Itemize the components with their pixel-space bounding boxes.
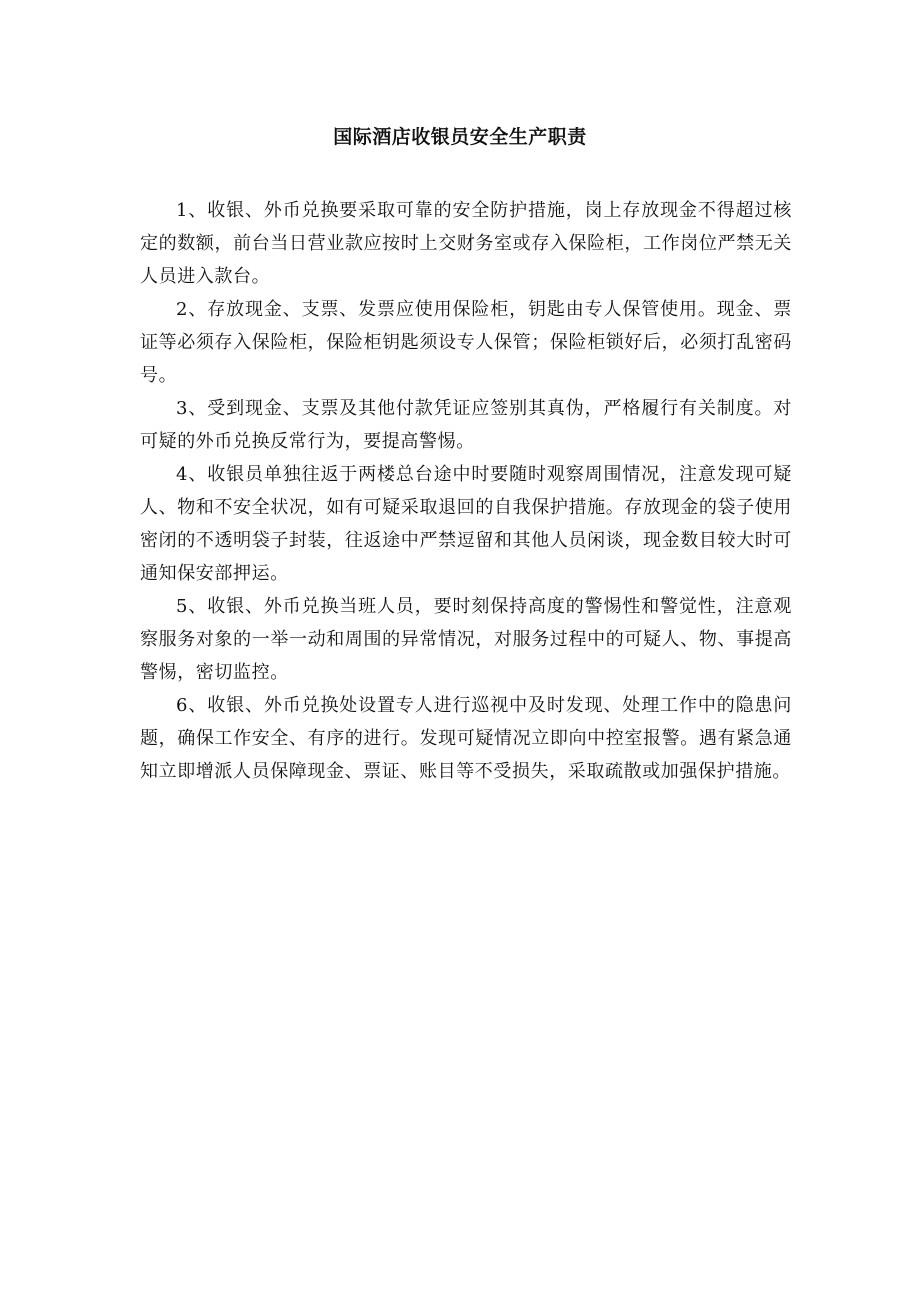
document-body bbox=[140, 194, 792, 788]
paragraph-4: 4、收银员单独往返于两楼总台途中时要随时观察周围情况，注意发现可疑人、物和不安全状况，如有可疑采取退回的自我保护措施。存放现金的袋子使用密闭的不透明袋子封装，往返途中严禁逗留和其他人员闲谈，现金数目较大时可通知保安部押运。 bbox=[140, 464, 792, 584]
document-title: 国际酒店收银员安全生产职责 bbox=[333, 126, 587, 148]
paragraph-1: 1、收银、外币兑换要采取可靠的安全防护措施，岗上存放现金不得超过核定的数额，前台当日营业款应按时上交财务室或存入保险柜，工作岗位严禁无关人员进入款台。 bbox=[140, 200, 792, 287]
paragraph-3: 3、受到现金、支票及其他付款凭证应签别其真伪，严格履行有关制度。对可疑的外币兑换反常行为，要提高警惕。 bbox=[140, 398, 792, 452]
paragraph-5: 5、收银、外币兑换当班人员，要时刻保持高度的警惕性和警觉性，注意观察服务对象的一举一动和周围的异常情况，对服务过程中的可疑人、物、事提高警惕，密切监控。 bbox=[140, 596, 792, 683]
paragraph-6: 6、收银、外币兑换处设置专人进行巡视中及时发现、处理工作中的隐患问题，确保工作安全、有序的进行。发现可疑情况立即向中控室报警。遇有紧急通知立即增派人员保障现金、票证、账目等不受损失，采取疏散或加强保护措施。 bbox=[140, 695, 792, 782]
paragraph-2: 2、存放现金、支票、发票应使用保险柜，钥匙由专人保管使用。现金、票证等必须存入保险柜，保险柜钥匙须设专人保管；保险柜锁好后，必须打乱密码号。 bbox=[140, 299, 792, 386]
